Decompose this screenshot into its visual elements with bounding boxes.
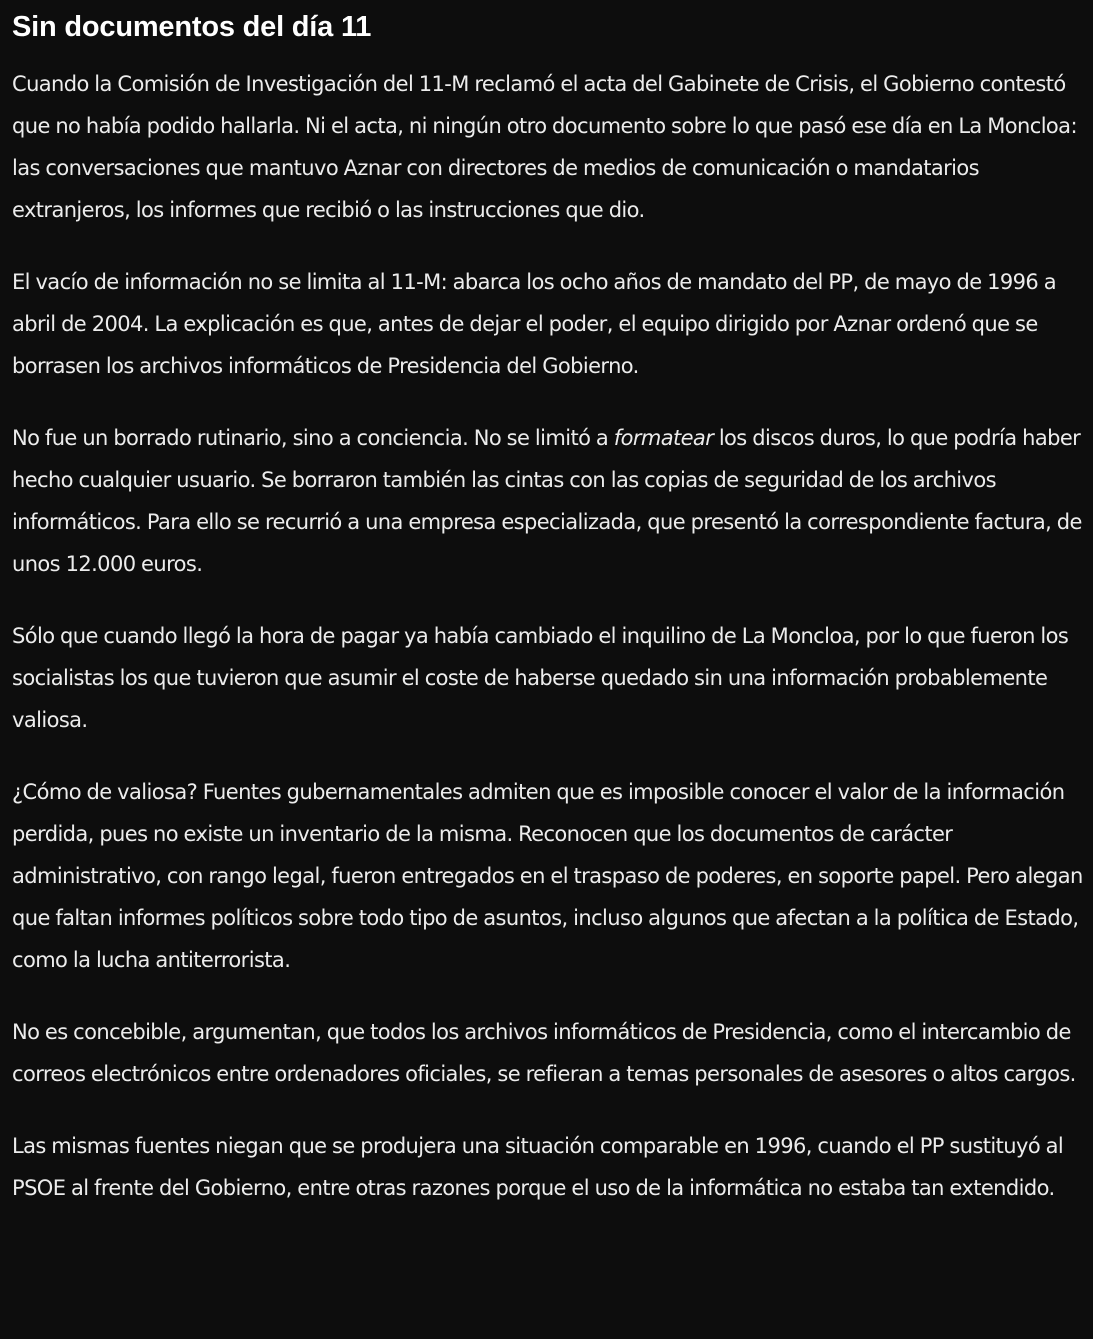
paragraph-4: Sólo que cuando llegó la hora de pagar ya había cambiado el inquilino de La Moncloa, por lo que fueron los socialistas los que tuvieron que asumir el coste de haberse quedado sin una información probablemente valiosa. bbox=[12, 624, 1069, 732]
paragraph-3-text-end: los discos duros, lo que podría haber hecho cualquier usuario. Se borraron también las cintas con las copias de seguridad de los archivos informáticos. Para ello se recurrió a una empresa especializada, que presentó la correspondiente factura, de unos 12.000 euros. bbox=[12, 426, 1082, 576]
article-body bbox=[12, 0, 1087, 1209]
section-heading: Sin documentos del día 11 bbox=[12, 11, 372, 43]
paragraph-3 bbox=[12, 417, 1087, 585]
paragraph-3-text-start: No fue un borrado rutinario, sino a conciencia. No se limitó a bbox=[12, 426, 614, 450]
paragraph-6: No es concebible, argumentan, que todos los archivos informáticos de Presidencia, como el intercambio de correos electrónicos entre ordenadores oficiales, se refieran a temas personales de asesores o altos cargos. bbox=[12, 1020, 1076, 1086]
paragraph-5: ¿Cómo de valiosa? Fuentes gubernamentales admiten que es imposible conocer el valor de la información perdida, pues no existe un inventario de la misma. Reconocen que los documentos de carácter administrativo, con rango legal, fueron entregados en el traspaso de poderes, en soporte papel. Pero alegan que faltan informes políticos sobre todo tipo de asuntos, incluso algunos que afectan a la política de Estado, como la lucha antiterrorista. bbox=[12, 780, 1083, 972]
emphasis-formatear: formatear bbox=[613, 426, 714, 450]
paragraph-7: Las mismas fuentes niegan que se produjera una situación comparable en 1996, cuando el PP sustituyó al PSOE al frente del Gobierno, entre otras razones porque el uso de la informática no estaba tan extendido. bbox=[12, 1134, 1064, 1200]
paragraph-1: Cuando la Comisión de Investigación del 11-M reclamó el acta del Gabinete de Crisis, el Gobierno contestó que no había podido hallarla. Ni el acta, ni ningún otro documento sobre lo que pasó ese día en La Moncloa: las conversaciones que mantuvo Aznar con directores de medios de comunicación o mandatarios extranjeros, los informes que recibió o las instrucciones que dio. bbox=[12, 72, 1077, 222]
paragraph-2: El vacío de información no se limita al 11-M: abarca los ocho años de mandato del PP, de mayo de 1996 a abril de 2004. La explicación es que, antes de dejar el poder, el equipo dirigido por Aznar ordenó que se borrasen los archivos informáticos de Presidencia del Gobierno. bbox=[12, 270, 1057, 378]
